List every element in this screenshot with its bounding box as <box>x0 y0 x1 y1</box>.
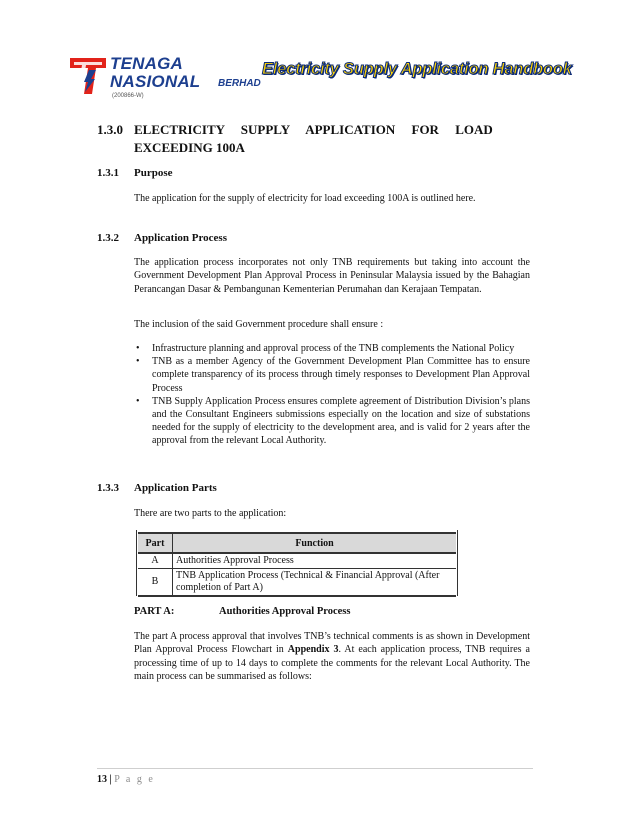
page-label: P a g e <box>114 774 155 785</box>
process-paragraph-1: The application process incorporates not only TNB requirements but taking into account the Government Development Plan Approval Process in Peninsular Malaysia issued by the Bahagian Perancangan Dasar & Pembangunan Kementerian Perumahan dan Kerajaan Tempatan. <box>134 257 530 295</box>
section-title-line1: ELECTRICITY SUPPLY APPLICATION FOR LOAD <box>134 122 493 137</box>
bullet-icon: • <box>136 395 140 407</box>
bullet-icon: • <box>136 343 140 354</box>
part-a-heading: Authorities Approval Process <box>219 606 351 617</box>
logo-text-nasional: NASIONAL <box>110 72 201 91</box>
purpose-number: 1.3.1 <box>97 167 119 179</box>
purpose-heading: Purpose <box>134 167 173 179</box>
list-item: • Infrastructure planning and approval process of the TNB complements the National Policy <box>136 343 515 354</box>
application-parts-table <box>138 532 456 597</box>
table-cell-part: A <box>138 553 173 569</box>
footer-divider <box>97 768 533 769</box>
list-item: • TNB as a member Agency of the Government Development Plan Committee has to ensure complete transparency of its process through timely responses to Development Plan Approval Process <box>136 356 530 394</box>
page-footer <box>97 774 155 785</box>
table-cell-function: TNB Application Process (Technical & Financial Approval (After completion of Part A) <box>173 569 457 597</box>
process-paragraph-2: The inclusion of the said Government procedure shall ensure : <box>134 319 384 330</box>
parts-intro: There are two parts to the application: <box>134 508 287 519</box>
appendix-reference: Appendix 3 <box>287 644 339 656</box>
logo-registration: (200866-W) <box>112 93 144 99</box>
page-number: 13 <box>97 774 107 785</box>
section-title-line2: EXCEEDING 100A <box>134 140 245 155</box>
handbook-title: Electricity Supply Application Handbook <box>262 60 572 78</box>
parts-heading: Application Parts <box>134 482 217 494</box>
list-item: • TNB Supply Application Process ensures complete agreement of Distribution Division’s plans and the Consultant Engineers submissions especially on the location and size of substations needed for the supply of electricity to the development area, and is valid for 2 years after the approval from the relevant Local Authority. <box>136 395 530 447</box>
part-a-label: PART A: <box>134 606 175 617</box>
table-header-part: Part <box>138 533 173 553</box>
table-cell-function: Authorities Approval Process <box>173 553 457 569</box>
tnb-logo-icon <box>66 54 110 98</box>
bullet-icon: • <box>136 356 140 368</box>
parts-number: 1.3.3 <box>97 482 119 494</box>
table-header-function: Function <box>173 533 457 553</box>
logo-text-berhad: BERHAD <box>218 78 261 89</box>
table-row <box>138 569 456 597</box>
tnb-logo <box>66 52 261 108</box>
table-row <box>138 553 456 569</box>
process-number: 1.3.2 <box>97 232 119 244</box>
part-a-paragraph: The part A process approval that involves TNB’s technical comments is as shown in Development Plan Approval Process Flowchart in Appendix 3. At each application process, TNB requires a processing time of up to 14 days to complete the comments for the relevant Local Authority. The main process can be summarised as follows: <box>134 631 530 683</box>
process-bullet-list <box>134 342 530 448</box>
table-header-row <box>138 533 456 553</box>
footer-separator: | <box>109 774 112 785</box>
purpose-text: The application for the supply of electricity for load exceeding 100A is outlined here. <box>134 193 476 204</box>
table-cell-part: B <box>138 569 173 597</box>
logo-text-tenaga: TENAGA <box>110 54 183 73</box>
section-number: 1.3.0 <box>97 122 123 137</box>
process-heading: Application Process <box>134 232 227 244</box>
